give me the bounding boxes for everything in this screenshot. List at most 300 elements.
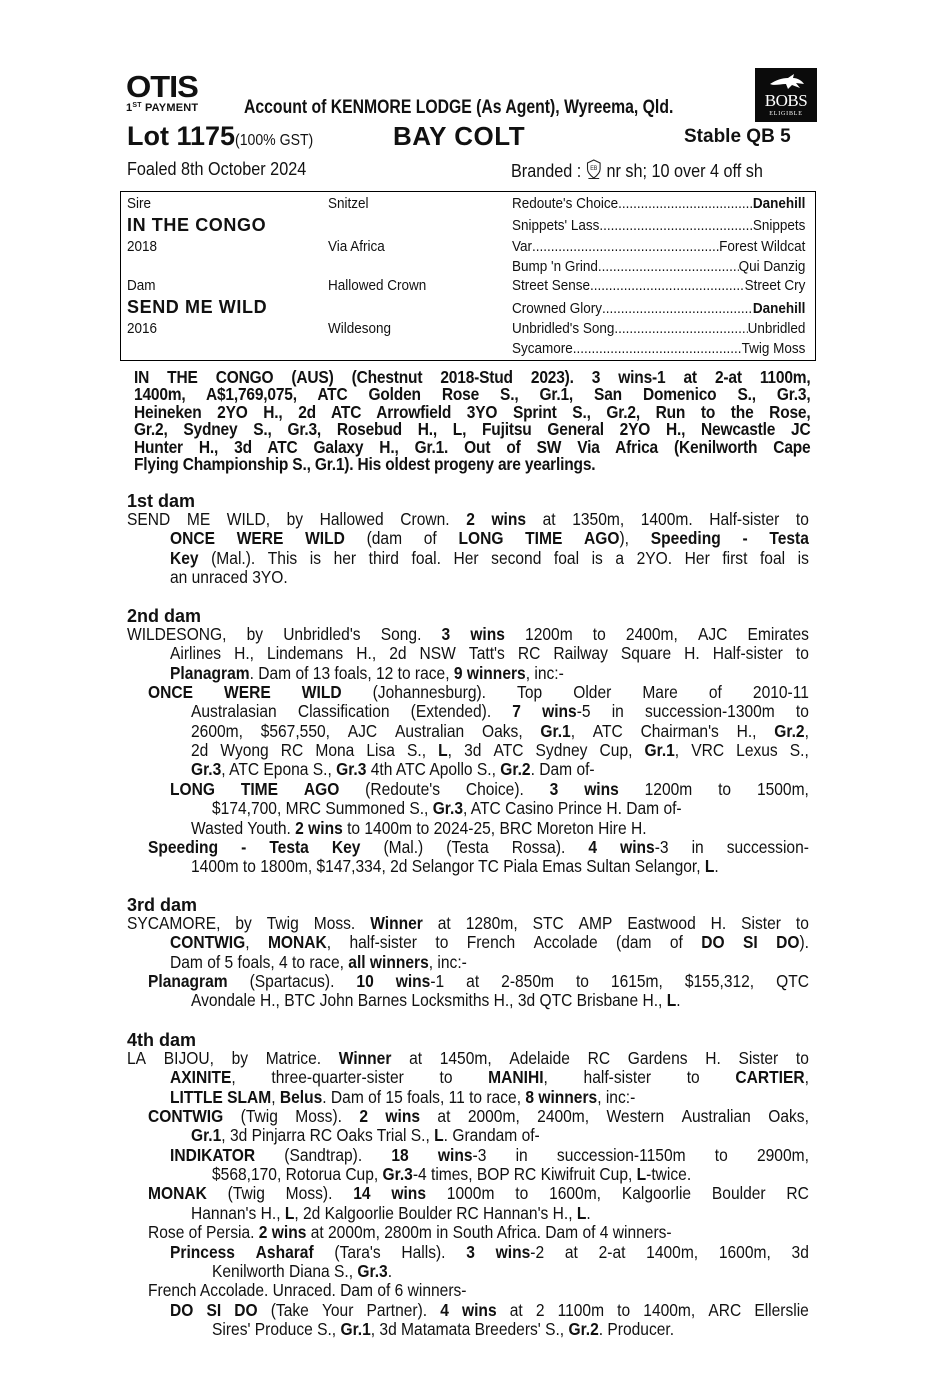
word [753, 683, 809, 702]
text-line [212, 1165, 691, 1184]
bold-text: SI [206, 1299, 222, 1320]
text: Her [684, 547, 710, 568]
word [366, 741, 395, 760]
word [718, 780, 731, 799]
grandsire-paternal: Snitzel [328, 195, 369, 212]
ancestor-sire: Danehill [752, 195, 806, 212]
text: to [718, 778, 732, 799]
text: , [447, 740, 452, 761]
bold-text: Gr.3 [432, 798, 463, 819]
bold-text: DO [234, 1299, 258, 1320]
word [576, 972, 589, 991]
text: an unraced 3YO. [170, 567, 288, 588]
text: $155,312, [684, 971, 755, 992]
text: at [409, 1048, 423, 1068]
text: (Twig [240, 1106, 278, 1127]
word [391, 1146, 408, 1165]
text: Western [606, 1106, 665, 1127]
text: Moss). [285, 1183, 333, 1204]
word [628, 1049, 688, 1068]
word [470, 625, 505, 644]
text: 2400m, [625, 624, 678, 644]
bold-text: wins [495, 1241, 531, 1262]
bold-text: MONAK [267, 932, 327, 953]
word [287, 510, 303, 529]
word [627, 914, 695, 933]
ancestor-row [512, 217, 805, 235]
stable-location: Stable QB 5 [684, 126, 791, 147]
text: $567,550, [260, 720, 330, 741]
word [646, 1243, 698, 1262]
text-line [191, 760, 595, 779]
text-line [170, 529, 809, 548]
word [234, 1301, 257, 1320]
text: Sydney [535, 740, 588, 761]
text: foal [553, 547, 580, 568]
word [373, 683, 486, 702]
word [334, 549, 357, 568]
word [269, 838, 309, 857]
word [698, 625, 727, 644]
word [367, 1301, 428, 1320]
word [512, 838, 566, 857]
text: 1200m [644, 778, 693, 799]
word [692, 838, 704, 857]
bold-text: Gr.3 [336, 759, 367, 780]
bold-text: Gr.2 [568, 1318, 599, 1339]
word [127, 625, 226, 644]
word [588, 1049, 610, 1068]
word [412, 549, 441, 568]
word [493, 741, 523, 760]
word [438, 914, 451, 933]
text: $568,170, Rotorua Cup, [212, 1164, 383, 1185]
bold-text: 4 [588, 836, 598, 857]
bold-text: CONTWIG [170, 932, 246, 953]
word [715, 1146, 728, 1165]
word [281, 741, 303, 760]
text-line [148, 838, 809, 857]
brand-shield-icon [586, 159, 602, 179]
word [685, 549, 710, 568]
text: 2600m, [191, 720, 243, 741]
bold-text: TIME [525, 528, 563, 549]
word [467, 933, 515, 952]
text: Older [573, 682, 612, 703]
bold-text: Speeding [148, 836, 219, 857]
word [320, 510, 384, 529]
bold-text: ONCE [148, 682, 193, 703]
word [599, 1243, 626, 1262]
word [711, 914, 727, 933]
sire-summary-line: Gr.2, Sydney S., Gr.3, Rosebud H., L, Fujitsu General 2YO H., Newcastle JC [134, 419, 811, 440]
text: second [491, 547, 542, 568]
otis-1st-payment-logo [126, 69, 216, 118]
text: of [669, 932, 683, 953]
text: is [797, 547, 809, 568]
text: to [592, 624, 606, 644]
text: to [686, 1067, 700, 1088]
text: Sister [738, 1048, 779, 1068]
text-line [148, 1184, 809, 1203]
text: by [235, 913, 252, 933]
text: Adelaide [509, 1048, 570, 1068]
ancestor-name: Crowned Glory [512, 300, 603, 317]
word [228, 1184, 265, 1203]
text-line [191, 991, 681, 1010]
bold-text: Planagram [170, 662, 250, 683]
word [757, 780, 809, 799]
word [349, 933, 416, 952]
word [515, 1184, 528, 1203]
word [381, 625, 422, 644]
word [396, 972, 444, 991]
word [757, 1146, 809, 1165]
text: Airlines [170, 643, 222, 664]
word [796, 510, 809, 529]
ancestor-name: Redoute's Choice [512, 195, 619, 212]
bold-text: 3 [441, 624, 451, 644]
text: WILDESONG, [127, 624, 227, 644]
word [395, 722, 464, 741]
leader-dots [602, 300, 753, 318]
word [786, 1184, 808, 1203]
word [191, 722, 243, 741]
word [651, 529, 721, 548]
word [241, 1107, 278, 1126]
word [271, 1301, 309, 1320]
text: , [674, 740, 680, 761]
text-line [148, 1223, 672, 1242]
text: 1600m, [549, 1183, 602, 1204]
text: Kalgoorlie [621, 1183, 692, 1204]
bobs-logo-word: BOBS [764, 91, 808, 110]
text: first [722, 547, 748, 568]
text-line [212, 799, 682, 818]
bold-text: L [666, 990, 677, 1011]
word [267, 914, 299, 933]
text: AJC [347, 720, 378, 741]
text: Top [517, 682, 543, 703]
word [754, 1301, 809, 1320]
text: is [591, 547, 603, 568]
word [435, 933, 448, 952]
text: -2 [530, 1241, 545, 1262]
word [224, 683, 271, 702]
text: Tatt's [468, 643, 505, 664]
word [391, 1184, 426, 1203]
word [736, 741, 778, 760]
text-line [170, 644, 809, 663]
bold-text: 3 [466, 1241, 475, 1262]
word [310, 549, 321, 568]
text: Unbridled's [283, 624, 361, 644]
text: H. [710, 913, 727, 933]
text: Dam of 5 foals, 4 to race, [170, 951, 349, 972]
text: LA [127, 1048, 147, 1068]
text: -3 [654, 836, 669, 857]
text: ME [186, 509, 211, 529]
text: H., [234, 643, 254, 664]
text: to [795, 643, 809, 664]
bold-text: Winner [370, 913, 423, 933]
text-line [170, 1146, 809, 1165]
word [572, 510, 624, 529]
text-line [170, 933, 809, 952]
word [170, 1068, 236, 1087]
text: Wyong [220, 740, 269, 761]
word [637, 549, 672, 568]
word [367, 529, 402, 548]
text-line [170, 1301, 809, 1320]
text: of [708, 682, 722, 703]
bold-text: L [284, 1202, 295, 1223]
text: Crown. [400, 509, 450, 529]
text: 2400m, [537, 1106, 590, 1127]
text: , inc:- [525, 662, 564, 683]
text: BIJOU, [163, 1048, 214, 1068]
word [737, 722, 757, 741]
text-line [170, 1068, 809, 1087]
word [643, 1301, 695, 1320]
text-line [191, 741, 809, 760]
text-line [212, 1320, 674, 1339]
bold-text: Gr.1 [644, 740, 675, 761]
word [454, 549, 479, 568]
word [170, 780, 215, 799]
text: to [439, 1067, 453, 1088]
text: AJC [697, 624, 728, 644]
word [411, 702, 491, 721]
otis-sub-num: 1 [126, 102, 133, 114]
bold-text: Gr.3 [191, 759, 222, 780]
text: succession-1150m [556, 1144, 686, 1165]
word [232, 1049, 248, 1068]
text-line [191, 722, 809, 741]
text: to [575, 971, 589, 992]
text: in [515, 1144, 528, 1165]
word [170, 644, 221, 663]
ancestor-name: Unbridled's Song [512, 320, 615, 337]
text: H., [356, 643, 377, 664]
word [642, 683, 677, 702]
granddam-paternal: Via Africa [328, 238, 385, 255]
bold-text: Gr.1 [540, 720, 571, 741]
text: , inc:- [428, 951, 467, 972]
text: half-sister [349, 932, 417, 953]
word [612, 702, 624, 721]
text: Cup, [599, 740, 633, 761]
word [593, 625, 606, 644]
text: (Sandtrap). [284, 1144, 363, 1165]
bold-text: LONG [170, 778, 215, 799]
otis-sub-sup: ST [132, 102, 142, 109]
word [446, 838, 488, 857]
otis-logo-word: OTIS [126, 69, 198, 104]
ancestor-name: Sycamore [512, 340, 573, 357]
text: in [691, 836, 704, 857]
word [127, 510, 170, 529]
text: (dam [616, 932, 652, 953]
ancestor-sire: Street Cry [744, 277, 806, 294]
text: -1 [430, 971, 445, 992]
text: Her [453, 547, 479, 568]
text: to [617, 1299, 631, 1320]
text: 3d [791, 1241, 809, 1262]
bold-text: 2 [359, 1106, 369, 1127]
word [235, 914, 251, 933]
text-line [127, 1049, 809, 1068]
text: Your [321, 1299, 354, 1320]
text: This [267, 547, 298, 568]
word [356, 972, 373, 991]
text: , 2d Kalgoorlie Boulder RC Hannan's H., [294, 1202, 577, 1223]
ancestor-row [512, 277, 805, 295]
word [606, 1107, 664, 1126]
word [148, 972, 228, 991]
text: ARC [708, 1299, 742, 1320]
word [389, 644, 406, 663]
text: Sister [741, 913, 781, 933]
text: Gardens [627, 1048, 688, 1068]
bold-text: Gr.1 [191, 1125, 222, 1146]
text: , [231, 1067, 236, 1088]
text: 2d [389, 643, 407, 664]
word [641, 722, 719, 741]
text: , 3d Pinjarra RC Oaks Trial S., [221, 1125, 435, 1146]
text: $174,700, MRC Summoned S., [212, 798, 433, 819]
text: ATC [592, 720, 623, 741]
bold-text: L [704, 856, 715, 877]
section-heading: 3rd dam [127, 895, 198, 915]
pedigree-table [120, 191, 816, 361]
grandsire-maternal: Hallowed Crown [328, 277, 427, 294]
text: S., [789, 740, 809, 761]
word [516, 1146, 528, 1165]
horse-type: BAY COLT [393, 121, 526, 151]
text: (Mal.) [383, 836, 424, 857]
leader-dots [598, 258, 739, 276]
text: Mare [642, 682, 678, 703]
text: Moss. [313, 913, 356, 933]
ancestor-row [512, 340, 805, 358]
bold-text: Winner [338, 1048, 392, 1068]
word [705, 1049, 721, 1068]
dam-year: 2016 [127, 320, 158, 337]
text: , [804, 1067, 809, 1088]
text: French Accolade. Unraced. Dam of 6 winners- [148, 1280, 467, 1301]
word [491, 549, 541, 568]
ancestor-sire: Danehill [752, 300, 806, 317]
bold-text: wins [391, 1183, 426, 1204]
branded-text: nr sh; 10 over 4 off sh [601, 161, 763, 181]
word [579, 914, 613, 933]
word [206, 1301, 221, 1320]
ancestor-name: Bump 'n Grind [512, 258, 598, 275]
word [464, 741, 481, 760]
text: AMP [578, 913, 613, 933]
text: (dam [366, 528, 403, 549]
bold-text: 18 [391, 1144, 409, 1165]
bold-text: Asharaf [255, 1241, 314, 1262]
word [533, 914, 564, 933]
word [565, 1243, 578, 1262]
word [709, 510, 779, 529]
text: , [271, 1086, 280, 1107]
text: Australasian [191, 701, 277, 722]
word [615, 549, 624, 568]
bold-text: wins [461, 1299, 497, 1320]
sire-summary-line: IN THE CONGO (AUS) (Chestnut 2018-Stud 2023). 3 wins-1 at 2-at 1100m, [134, 367, 811, 387]
text: . Producer. [598, 1318, 675, 1339]
bold-text: WERE [224, 682, 271, 703]
word [684, 644, 700, 663]
text: 2000m, [467, 1106, 520, 1127]
section-heading: 4th dam [127, 1030, 197, 1050]
word [268, 933, 331, 952]
word [525, 625, 573, 644]
word [554, 549, 579, 568]
text: 1450m, [439, 1048, 492, 1068]
word [314, 914, 356, 933]
word [241, 780, 278, 799]
sire-summary [134, 369, 811, 473]
word [573, 683, 611, 702]
word [748, 625, 809, 644]
text: 1280m, [465, 913, 518, 933]
word [369, 549, 399, 568]
leader-dots [532, 238, 719, 256]
text: 1600m, [718, 1241, 771, 1262]
text: Square [620, 643, 672, 664]
word [440, 1049, 492, 1068]
text: (Tara's [334, 1241, 381, 1262]
word [170, 1146, 255, 1165]
word [501, 972, 554, 991]
bold-text: 14 [353, 1183, 371, 1204]
ancestor-name: Street Sense [512, 277, 591, 294]
text: to [435, 932, 449, 953]
text: three-quarter-sister [271, 1067, 404, 1088]
word [709, 683, 722, 702]
word [626, 625, 678, 644]
word [466, 1243, 475, 1262]
word [268, 549, 297, 568]
sire-summary-line: Hunter H., 3d ATC Galaxy H., Gr.1. Out of SW Via Africa (Kenilworth Cape [134, 436, 811, 457]
text: ), [619, 528, 630, 549]
text: Accolade [533, 932, 598, 953]
text: (Mal.). [211, 547, 256, 568]
word [769, 529, 809, 548]
text-line [191, 857, 719, 876]
text: H. [684, 643, 700, 664]
word [796, 914, 809, 933]
word [191, 741, 208, 760]
bold-text: Testa [769, 528, 809, 549]
text: 1615m, [610, 971, 663, 992]
word [286, 1184, 333, 1203]
text: 2010-11 [752, 682, 809, 703]
word [727, 838, 809, 857]
word [534, 933, 598, 952]
text: to [795, 913, 809, 933]
text: SEND [127, 509, 171, 529]
text: Oaks, [481, 720, 523, 741]
bold-text: Gr.1 [340, 1318, 371, 1339]
word [237, 529, 284, 548]
word [719, 1243, 771, 1262]
text: Rossa). [511, 836, 566, 857]
